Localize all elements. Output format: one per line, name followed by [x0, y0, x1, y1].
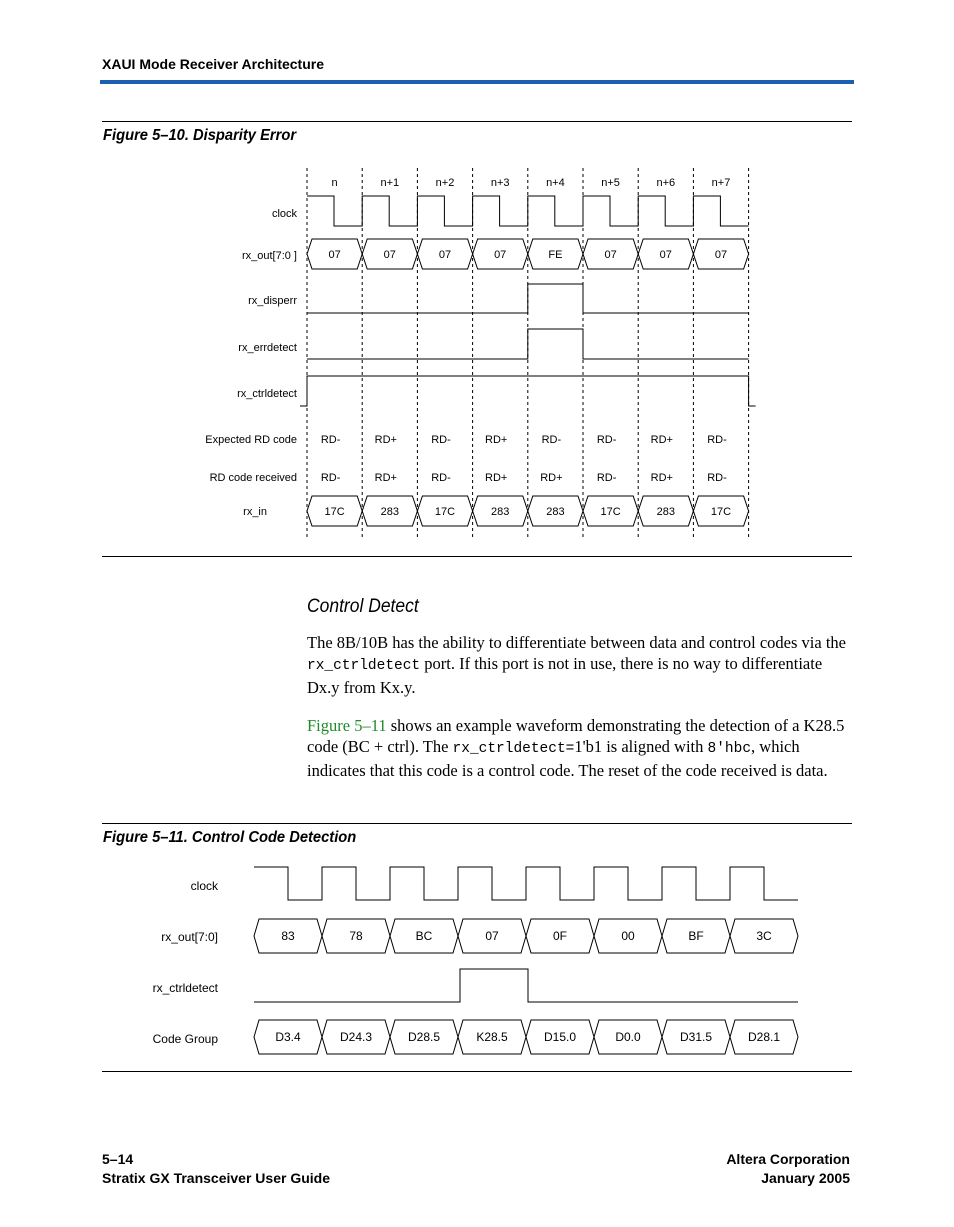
f11-code-group-value-0: D3.4	[275, 1030, 301, 1044]
p2-text-c: , which indicates that this code is a control code. The reset of the code received is data.	[307, 737, 828, 780]
footer-guide-title: Stratix GX Transceiver User Guide	[102, 1170, 330, 1186]
f10-rx-in-value-6: 283	[656, 506, 675, 518]
f10-expected-rd-0: RD-	[320, 434, 341, 446]
running-header: XAUI Mode Receiver Architecture	[102, 56, 324, 72]
f10-label-rx-ctrldetect: rx_ctrldetect	[237, 388, 297, 400]
f10-label-clock: clock	[271, 208, 297, 220]
f10-received-rd-2: RD-	[431, 472, 451, 484]
f11-rx-out-value-7: 3C	[756, 929, 772, 943]
f10-column-label-6: n+6	[656, 177, 676, 189]
f11-label-clock: clock	[190, 879, 218, 893]
f11-rx-out-value-3: 07	[485, 929, 499, 943]
f10-expected-rd-3: RD+	[485, 434, 508, 446]
f10-expected-rd-7: RD-	[707, 434, 727, 446]
section-title: Control Detect	[307, 596, 419, 617]
f11-rx-out-value-2: BC	[415, 929, 433, 943]
f10-column-label-3: n+3	[490, 177, 510, 189]
f11-code-group-value-3: K28.5	[476, 1030, 508, 1044]
f10-expected-rd-1: RD+	[374, 434, 397, 446]
f11-code-group-value-4: D15.0	[543, 1030, 577, 1044]
f11-rx-out-value-5: 00	[621, 929, 635, 943]
f10-column-label-0: n	[331, 177, 338, 189]
f10-column-label-4: n+4	[546, 177, 565, 189]
f10-received-rd-0: RD-	[320, 472, 341, 484]
f11-clock-wave	[254, 867, 798, 900]
footer-date: January 2005	[761, 1170, 850, 1186]
f10-rx-in-value-1: 283	[380, 506, 399, 518]
f10-rx-in-value-5: 17C	[600, 506, 621, 518]
f10-rx-out-value-1: 07	[383, 249, 396, 261]
f10-rx-out-value-3: 07	[494, 249, 507, 261]
figure11-bottom-rule	[102, 1071, 852, 1072]
f10-rx-out-value-4: FE	[548, 249, 563, 261]
f10-rx-in-value-0: 17C	[324, 506, 345, 518]
f10-expected-rd-4: RD-	[541, 434, 562, 446]
f10-received-rd-4: RD+	[540, 472, 563, 484]
f10-rx-out-value-0: 07	[328, 249, 341, 261]
f10-expected-rd-5: RD-	[596, 434, 617, 446]
f10-column-label-5: n+5	[601, 177, 620, 189]
f11-code-group-value-6: D31.5	[679, 1030, 713, 1044]
f11-code-group-value-5: D0.0	[615, 1030, 641, 1044]
footer-page-number: 5–14	[102, 1151, 134, 1167]
f10-label-rx-in: rx_in	[243, 506, 267, 518]
f10-rx-out-value-5: 07	[604, 249, 617, 261]
f10-rx-out-value-6: 07	[659, 249, 672, 261]
f10-rx-out-value-7: 07	[714, 249, 728, 261]
p1-text-a: The 8B/10B has the ability to differentiate between data and control codes via the	[307, 633, 846, 652]
f10-column-label-2: n+2	[435, 177, 455, 189]
p1-code: rx_ctrldetect	[307, 658, 421, 674]
f10-expected-rd-6: RD+	[650, 434, 673, 446]
f10-received-rd-1: RD+	[374, 472, 397, 484]
f11-rx-out-value-4: 0F	[552, 929, 568, 943]
f11-label-rx-out: rx_out[7:0]	[161, 930, 218, 944]
figure-5-11-link[interactable]: Figure 5–11	[307, 716, 387, 735]
f10-label-rx-disperr: rx_disperr	[248, 295, 297, 307]
f11-code-group-value-2: D28.5	[407, 1030, 441, 1044]
f10-received-rd-6: RD+	[650, 472, 673, 484]
f10-expected-rd-2: RD-	[431, 434, 451, 446]
f11-code-group-value-1: D24.3	[339, 1030, 373, 1044]
f10-rx-in-value-2: 17C	[434, 506, 456, 518]
figure11-caption: Figure 5–11. Control Code Detection	[103, 829, 357, 846]
p1-text-b: port. If this port is not in use, there is no way to differentiate Dx.y from Kx.y.	[307, 654, 823, 697]
p2-code-1: rx_ctrldetect=	[452, 741, 575, 757]
f10-received-rd-7: RD-	[707, 472, 727, 484]
f10-received-rd-5: RD-	[596, 472, 617, 484]
f11-rx-out-value-0: 83	[281, 929, 295, 943]
p2-text-a: shows an example waveform demonstrating the detection of a K28.5 code (BC + ctrl). The	[307, 716, 845, 756]
f11-rx-ctrldetect-wave	[254, 969, 798, 1002]
f10-rx-in-value-7: 17C	[710, 506, 732, 518]
f10-received-rd-3: RD+	[485, 472, 508, 484]
figure10-caption: Figure 5–10. Disparity Error	[103, 127, 297, 144]
f10-label-expected-rd: Expected RD code	[205, 434, 297, 446]
p2-code-2: 8'hbc	[707, 741, 752, 757]
f10-column-label-1: n+1	[380, 177, 400, 189]
f10-label-rx-out: rx_out[7:0 ]	[241, 250, 297, 262]
f11-rx-out-value-6: BF	[688, 929, 704, 943]
f10-label-rd-received: RD code received	[209, 472, 297, 484]
f10-rx-in-value-4: 283	[546, 506, 565, 518]
f11-code-group-value-7: D28.1	[747, 1030, 781, 1044]
footer-company: Altera Corporation	[726, 1151, 850, 1167]
f11-rx-out-value-1: 78	[349, 929, 363, 943]
p2-text-b: 1'b1 is aligned with	[574, 737, 708, 756]
f10-column-label-7: n+7	[711, 177, 731, 189]
f11-label-rx-ctrldetect: rx_ctrldetect	[152, 981, 218, 995]
f10-rx-in-value-3: 283	[491, 506, 510, 518]
f10-rx-out-value-2: 07	[438, 249, 452, 261]
f10-label-rx-errdetect: rx_errdetect	[238, 342, 297, 354]
f11-label-code-group: Code Group	[152, 1032, 218, 1046]
